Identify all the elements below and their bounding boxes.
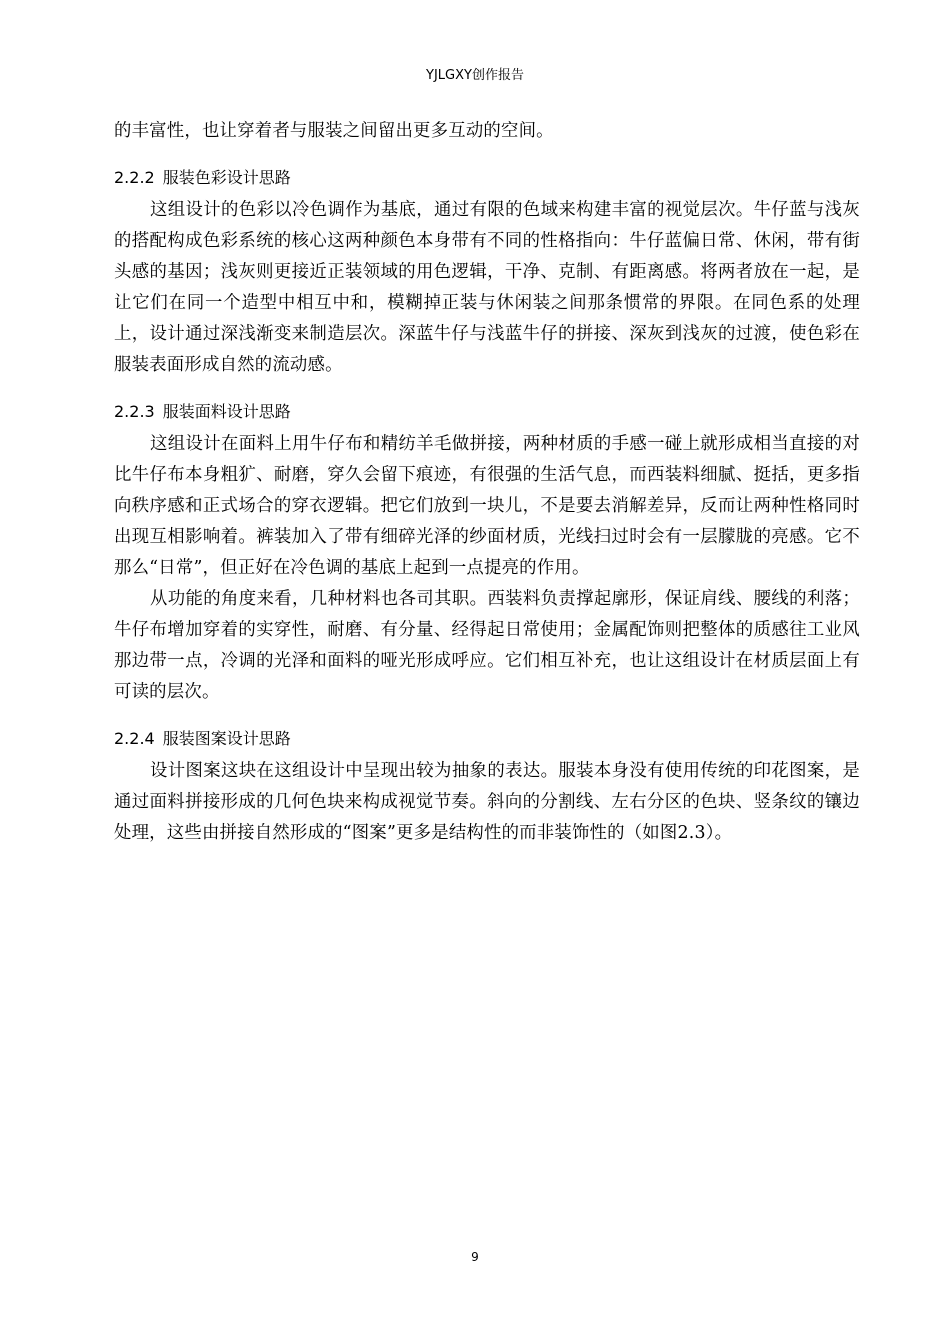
section-heading-2-2-3: [114, 399, 860, 425]
paragraph-fabric-design-2: 从功能的角度来看，几种材料也各司其职。西装料负责撑起廓形，保证肩线、腰线的利落；牛仔布增加穿着的实穿性，耐磨、有分量、经得起日常使用；金属配饰则把整体的质感往工业风那边带一点，冷调的光泽和面料的哑光形成呼应。它们相互补充，也让这组设计在材质层面上有可读的层次。: [114, 589, 860, 702]
section-number: 2.2.4: [114, 729, 155, 748]
paragraph-pattern-design: 设计图案这块在这组设计中呈现出较为抽象的表达。服装本身没有使用传统的印花图案，是通过面料拼接形成的几何色块来构成视觉节奏。斜向的分割线、左右分区的色块、竖条纹的镶边处理，这些由拼接自然形成的“图案”更多是结构性的而非装饰性的（如图2.3）。: [114, 761, 860, 843]
section-heading-2-2-2: [114, 165, 860, 191]
page-number: 9: [471, 1250, 479, 1264]
section-title: 服装面料设计思路: [162, 402, 291, 421]
section-title: 服装图案设计思路: [162, 729, 291, 748]
section-number: 2.2.3: [114, 402, 155, 421]
section-heading-2-2-4: [114, 726, 860, 752]
section-number: 2.2.2: [114, 168, 155, 187]
page-body: [114, 116, 860, 849]
running-header: YJLGXY创作报告: [426, 68, 524, 83]
paragraph-color-design: 这组设计的色彩以冷色调作为基底，通过有限的色域来构建丰富的视觉层次。牛仔蓝与浅灰的搭配构成色彩系统的核心这两种颜色本身带有不同的性格指向：牛仔蓝偏日常、休闲，带有街头感的基因；浅灰则更接近正装领域的用色逻辑，干净、克制、有距离感。将两者放在一起，是让它们在同一个造型中相互中和，模糊掉正装与休闲装之间那条惯常的界限。在同色系的处理上，设计通过深浅渐变来制造层次。深蓝牛仔与浅蓝牛仔的拼接、深灰到浅灰的过渡，使色彩在服装表面形成自然的流动感。: [114, 200, 860, 375]
section-title: 服装色彩设计思路: [162, 168, 291, 187]
paragraph-fabric-design-1: 这组设计在面料上用牛仔布和精纺羊毛做拼接，两种材质的手感一碰上就形成相当直接的对比牛仔布本身粗犷、耐磨，穿久会留下痕迹，有很强的生活气息，而西装料细腻、挺括，更多指向秩序感和正式场合的穿衣逻辑。把它们放到一块儿，不是要去消解差异，反而让两种性格同时出现互相影响着。裤装加入了带有细碎光泽的纱面材质，光线扫过时会有一层朦胧的亮感。它不那么“日常”，但正好在冷色调的基底上起到一点提亮的作用。: [114, 434, 860, 578]
paragraph-continuation: 的丰富性，也让穿着者与服装之间留出更多互动的空间。: [114, 121, 554, 141]
